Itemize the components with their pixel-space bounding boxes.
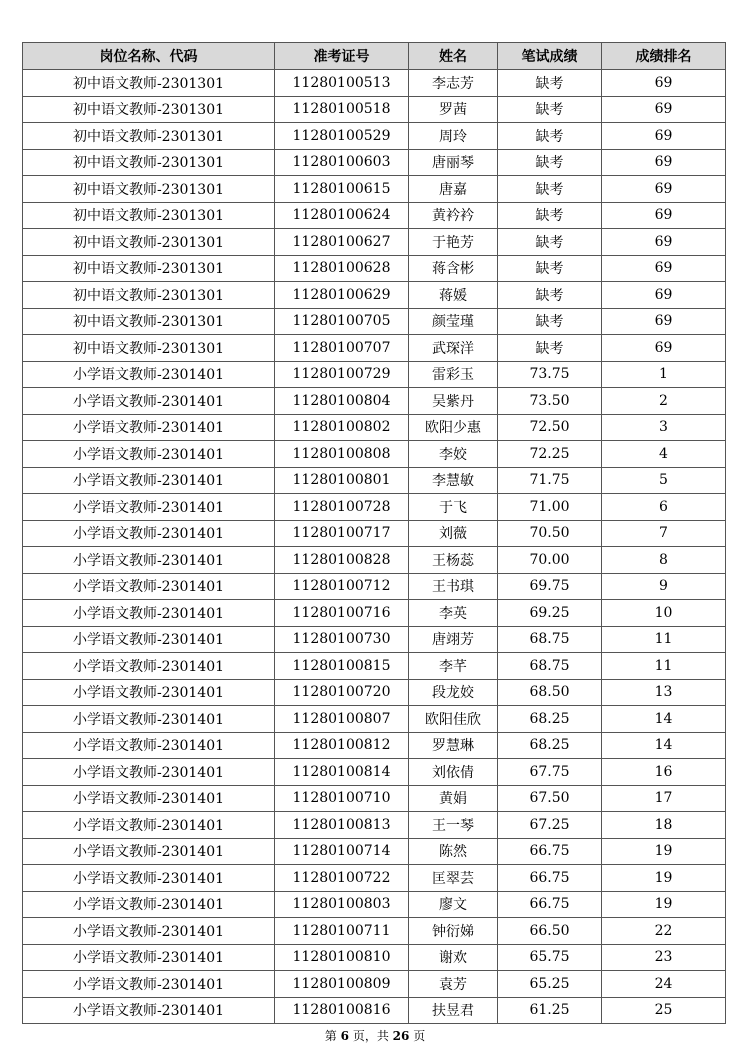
cell-position: 初中语文教师-2301301 (23, 123, 275, 150)
cell-position: 小学语文教师-2301401 (23, 759, 275, 786)
cell-name: 颜莹瑾 (409, 308, 498, 335)
table-row (23, 891, 726, 918)
cell-rank: 69 (602, 96, 726, 123)
cell-written-score: 70.00 (498, 547, 602, 574)
cell-position: 小学语文教师-2301401 (23, 414, 275, 441)
cell-written-score: 67.50 (498, 785, 602, 812)
cell-position: 初中语文教师-2301301 (23, 202, 275, 229)
cell-ticket-number: 11280100722 (275, 865, 409, 892)
cell-position: 小学语文教师-2301401 (23, 388, 275, 415)
cell-position: 初中语文教师-2301301 (23, 96, 275, 123)
cell-position: 小学语文教师-2301401 (23, 626, 275, 653)
table-row (23, 308, 726, 335)
cell-name: 于飞 (409, 494, 498, 521)
cell-written-score: 缺考 (498, 96, 602, 123)
cell-ticket-number: 11280100711 (275, 918, 409, 945)
cell-rank: 5 (602, 467, 726, 494)
cell-written-score: 缺考 (498, 202, 602, 229)
cell-written-score: 缺考 (498, 255, 602, 282)
footer-total-pages: 26 (392, 1029, 410, 1043)
cell-position: 小学语文教师-2301401 (23, 785, 275, 812)
cell-ticket-number: 11280100803 (275, 891, 409, 918)
cell-position: 小学语文教师-2301401 (23, 494, 275, 521)
cell-ticket-number: 11280100628 (275, 255, 409, 282)
cell-position: 初中语文教师-2301301 (23, 308, 275, 335)
cell-name: 黄衿衿 (409, 202, 498, 229)
cell-ticket-number: 11280100801 (275, 467, 409, 494)
cell-written-score: 68.75 (498, 626, 602, 653)
cell-rank: 22 (602, 918, 726, 945)
footer-suffix: 页 (413, 1029, 426, 1043)
cell-written-score: 65.75 (498, 944, 602, 971)
header-row (23, 43, 726, 70)
cell-rank: 18 (602, 812, 726, 839)
cell-written-score: 66.75 (498, 865, 602, 892)
cell-rank: 9 (602, 573, 726, 600)
cell-ticket-number: 11280100816 (275, 997, 409, 1024)
cell-written-score: 68.25 (498, 732, 602, 759)
cell-position: 初中语文教师-2301301 (23, 255, 275, 282)
table-row (23, 414, 726, 441)
cell-rank: 1 (602, 361, 726, 388)
cell-written-score: 66.50 (498, 918, 602, 945)
cell-name: 李英 (409, 600, 498, 627)
table-row (23, 653, 726, 680)
cell-name: 王一琴 (409, 812, 498, 839)
cell-written-score: 66.75 (498, 891, 602, 918)
cell-written-score: 67.25 (498, 812, 602, 839)
cell-rank: 19 (602, 891, 726, 918)
cell-position: 小学语文教师-2301401 (23, 812, 275, 839)
table-row (23, 759, 726, 786)
cell-rank: 2 (602, 388, 726, 415)
cell-written-score: 缺考 (498, 176, 602, 203)
cell-written-score: 66.75 (498, 838, 602, 865)
table-row (23, 70, 726, 97)
cell-written-score: 68.25 (498, 706, 602, 733)
cell-position: 初中语文教师-2301301 (23, 176, 275, 203)
cell-ticket-number: 11280100629 (275, 282, 409, 309)
cell-position: 小学语文教师-2301401 (23, 600, 275, 627)
cell-rank: 11 (602, 653, 726, 680)
cell-position: 小学语文教师-2301401 (23, 997, 275, 1024)
cell-position: 小学语文教师-2301401 (23, 547, 275, 574)
cell-rank: 69 (602, 202, 726, 229)
cell-ticket-number: 11280100804 (275, 388, 409, 415)
cell-written-score: 65.25 (498, 971, 602, 998)
cell-ticket-number: 11280100518 (275, 96, 409, 123)
cell-written-score: 73.50 (498, 388, 602, 415)
cell-written-score: 缺考 (498, 149, 602, 176)
cell-ticket-number: 11280100615 (275, 176, 409, 203)
cell-ticket-number: 11280100802 (275, 414, 409, 441)
table-row (23, 732, 726, 759)
cell-ticket-number: 11280100720 (275, 679, 409, 706)
cell-name: 蒋含彬 (409, 255, 498, 282)
table-row (23, 123, 726, 150)
cell-ticket-number: 11280100710 (275, 785, 409, 812)
cell-position: 初中语文教师-2301301 (23, 70, 275, 97)
cell-ticket-number: 11280100603 (275, 149, 409, 176)
table-row (23, 388, 726, 415)
cell-name: 钟衍娣 (409, 918, 498, 945)
cell-written-score: 61.25 (498, 997, 602, 1024)
cell-name: 李姣 (409, 441, 498, 468)
cell-rank: 23 (602, 944, 726, 971)
table-row (23, 865, 726, 892)
table-row (23, 441, 726, 468)
cell-name: 唐丽琴 (409, 149, 498, 176)
table-row (23, 520, 726, 547)
cell-written-score: 缺考 (498, 229, 602, 256)
cell-written-score: 缺考 (498, 308, 602, 335)
cell-rank: 11 (602, 626, 726, 653)
cell-written-score: 71.00 (498, 494, 602, 521)
cell-name: 扶昱君 (409, 997, 498, 1024)
cell-name: 周玲 (409, 123, 498, 150)
cell-name: 欧阳佳欣 (409, 706, 498, 733)
cell-ticket-number: 11280100712 (275, 573, 409, 600)
table-row (23, 918, 726, 945)
table-row (23, 971, 726, 998)
cell-rank: 6 (602, 494, 726, 521)
cell-name: 吴紫丹 (409, 388, 498, 415)
cell-written-score: 69.75 (498, 573, 602, 600)
header-position: 岗位名称、代码 (23, 43, 275, 70)
cell-position: 小学语文教师-2301401 (23, 838, 275, 865)
cell-position: 小学语文教师-2301401 (23, 918, 275, 945)
footer-middle: 页，共 (352, 1029, 389, 1043)
cell-position: 初中语文教师-2301301 (23, 282, 275, 309)
cell-name: 武琛洋 (409, 335, 498, 362)
table-row (23, 706, 726, 733)
cell-ticket-number: 11280100807 (275, 706, 409, 733)
footer-current-page: 6 (340, 1029, 349, 1043)
cell-ticket-number: 11280100707 (275, 335, 409, 362)
cell-name: 唐嘉 (409, 176, 498, 203)
cell-position: 初中语文教师-2301301 (23, 229, 275, 256)
cell-name: 段龙姣 (409, 679, 498, 706)
cell-ticket-number: 11280100810 (275, 944, 409, 971)
cell-ticket-number: 11280100627 (275, 229, 409, 256)
cell-written-score: 缺考 (498, 70, 602, 97)
cell-rank: 69 (602, 176, 726, 203)
cell-rank: 3 (602, 414, 726, 441)
cell-ticket-number: 11280100729 (275, 361, 409, 388)
cell-name: 雷彩玉 (409, 361, 498, 388)
cell-ticket-number: 11280100809 (275, 971, 409, 998)
cell-rank: 14 (602, 706, 726, 733)
cell-ticket-number: 11280100808 (275, 441, 409, 468)
cell-ticket-number: 11280100814 (275, 759, 409, 786)
cell-written-score: 缺考 (498, 335, 602, 362)
cell-name: 李芊 (409, 653, 498, 680)
cell-written-score: 68.50 (498, 679, 602, 706)
table-row (23, 96, 726, 123)
table-row (23, 626, 726, 653)
cell-position: 小学语文教师-2301401 (23, 971, 275, 998)
cell-name: 于艳芳 (409, 229, 498, 256)
cell-name: 李慧敏 (409, 467, 498, 494)
cell-name: 刘依倩 (409, 759, 498, 786)
cell-name: 罗茜 (409, 96, 498, 123)
cell-rank: 14 (602, 732, 726, 759)
cell-rank: 16 (602, 759, 726, 786)
table-row (23, 679, 726, 706)
cell-rank: 19 (602, 838, 726, 865)
table-header (23, 43, 726, 70)
cell-name: 匡翠芸 (409, 865, 498, 892)
header-name: 姓名 (409, 43, 498, 70)
cell-position: 初中语文教师-2301301 (23, 149, 275, 176)
cell-rank: 19 (602, 865, 726, 892)
cell-ticket-number: 11280100728 (275, 494, 409, 521)
table-row (23, 812, 726, 839)
header-rank: 成绩排名 (602, 43, 726, 70)
table-row (23, 785, 726, 812)
cell-position: 小学语文教师-2301401 (23, 679, 275, 706)
cell-ticket-number: 11280100529 (275, 123, 409, 150)
cell-rank: 69 (602, 282, 726, 309)
cell-name: 谢欢 (409, 944, 498, 971)
cell-rank: 13 (602, 679, 726, 706)
cell-ticket-number: 11280100813 (275, 812, 409, 839)
table-row (23, 467, 726, 494)
table-row (23, 255, 726, 282)
cell-position: 小学语文教师-2301401 (23, 520, 275, 547)
cell-name: 李志芳 (409, 70, 498, 97)
cell-position: 小学语文教师-2301401 (23, 467, 275, 494)
header-ticket-number: 准考证号 (275, 43, 409, 70)
cell-rank: 69 (602, 123, 726, 150)
cell-ticket-number: 11280100717 (275, 520, 409, 547)
cell-ticket-number: 11280100812 (275, 732, 409, 759)
cell-name: 廖文 (409, 891, 498, 918)
cell-ticket-number: 11280100730 (275, 626, 409, 653)
cell-ticket-number: 11280100513 (275, 70, 409, 97)
cell-rank: 69 (602, 70, 726, 97)
cell-rank: 4 (602, 441, 726, 468)
cell-position: 小学语文教师-2301401 (23, 573, 275, 600)
table-row (23, 600, 726, 627)
cell-name: 唐翊芳 (409, 626, 498, 653)
cell-rank: 69 (602, 255, 726, 282)
cell-written-score: 68.75 (498, 653, 602, 680)
cell-written-score: 70.50 (498, 520, 602, 547)
cell-written-score: 缺考 (498, 123, 602, 150)
cell-written-score: 73.75 (498, 361, 602, 388)
cell-position: 小学语文教师-2301401 (23, 891, 275, 918)
cell-written-score: 71.75 (498, 467, 602, 494)
table-row (23, 997, 726, 1024)
page-footer (0, 1027, 750, 1044)
cell-position: 小学语文教师-2301401 (23, 653, 275, 680)
cell-ticket-number: 11280100624 (275, 202, 409, 229)
cell-name: 袁芳 (409, 971, 498, 998)
cell-position: 小学语文教师-2301401 (23, 361, 275, 388)
cell-ticket-number: 11280100828 (275, 547, 409, 574)
cell-rank: 24 (602, 971, 726, 998)
cell-position: 小学语文教师-2301401 (23, 944, 275, 971)
cell-name: 黄娟 (409, 785, 498, 812)
footer-prefix: 第 (324, 1029, 337, 1043)
table-row (23, 573, 726, 600)
cell-name: 罗慧琳 (409, 732, 498, 759)
header-written-score: 笔试成绩 (498, 43, 602, 70)
cell-ticket-number: 11280100705 (275, 308, 409, 335)
cell-position: 小学语文教师-2301401 (23, 732, 275, 759)
table-row (23, 229, 726, 256)
table-row (23, 547, 726, 574)
cell-name: 陈然 (409, 838, 498, 865)
table-row (23, 282, 726, 309)
cell-position: 小学语文教师-2301401 (23, 706, 275, 733)
table-row (23, 838, 726, 865)
cell-rank: 10 (602, 600, 726, 627)
cell-rank: 7 (602, 520, 726, 547)
cell-rank: 25 (602, 997, 726, 1024)
table-row (23, 202, 726, 229)
cell-name: 王书琪 (409, 573, 498, 600)
cell-rank: 69 (602, 149, 726, 176)
table-row (23, 944, 726, 971)
table-row (23, 361, 726, 388)
cell-rank: 17 (602, 785, 726, 812)
cell-name: 刘薇 (409, 520, 498, 547)
cell-position: 初中语文教师-2301301 (23, 335, 275, 362)
cell-written-score: 69.25 (498, 600, 602, 627)
cell-rank: 69 (602, 229, 726, 256)
table-body (23, 70, 726, 1024)
cell-name: 欧阳少惠 (409, 414, 498, 441)
table-row (23, 494, 726, 521)
table-row (23, 149, 726, 176)
table-row (23, 335, 726, 362)
cell-written-score: 72.25 (498, 441, 602, 468)
cell-written-score: 67.75 (498, 759, 602, 786)
cell-rank: 69 (602, 335, 726, 362)
cell-position: 小学语文教师-2301401 (23, 865, 275, 892)
cell-name: 蒋媛 (409, 282, 498, 309)
cell-written-score: 缺考 (498, 282, 602, 309)
results-table (22, 42, 726, 1024)
cell-ticket-number: 11280100815 (275, 653, 409, 680)
cell-ticket-number: 11280100714 (275, 838, 409, 865)
cell-ticket-number: 11280100716 (275, 600, 409, 627)
table-row (23, 176, 726, 203)
cell-name: 王杨蕊 (409, 547, 498, 574)
cell-written-score: 72.50 (498, 414, 602, 441)
cell-rank: 8 (602, 547, 726, 574)
cell-rank: 69 (602, 308, 726, 335)
cell-position: 小学语文教师-2301401 (23, 441, 275, 468)
